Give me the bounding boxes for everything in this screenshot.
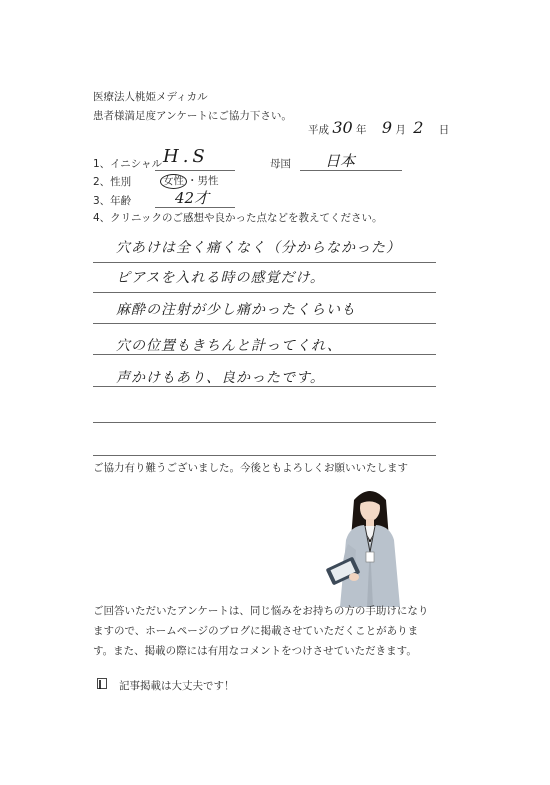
answer-rule-3 [93, 323, 436, 324]
answer-rule-2 [93, 292, 436, 293]
receptionist-illustration [320, 482, 420, 607]
gender-male-option[interactable]: 男性 [197, 175, 219, 187]
country-label: 母国 [270, 158, 291, 170]
answer-line-5[interactable]: 声かけもあり、良かったです。 [116, 370, 325, 386]
gender-label: 2、性別 [93, 176, 132, 188]
answer-line-2[interactable]: ピアスを入れる時の感覚だけ。 [116, 270, 325, 286]
answer-line-1[interactable]: 穴あけは全く痛くなく（分からなかった） [116, 240, 401, 256]
date-year-unit: 年 [356, 124, 367, 136]
answer-rule-5 [93, 386, 436, 387]
gender-separator: ・ [187, 175, 198, 187]
answer-line-3[interactable]: 麻酔の注射が少し痛かったくらいも [116, 302, 356, 318]
gender-female-option[interactable]: 女性 [160, 174, 187, 189]
initials-label: 1、イニシャル [93, 158, 163, 170]
date-era: 平成 [308, 124, 329, 136]
age-underline [155, 207, 235, 208]
answer-rule-6 [93, 422, 436, 423]
answer-rule-7 [93, 455, 436, 456]
date-day-unit: 日 [438, 124, 450, 136]
age-value[interactable]: 42才 [175, 189, 210, 207]
initials-value[interactable]: H.S [163, 146, 209, 167]
clinic-name: 医療法人桃姫メディカル [93, 91, 208, 103]
date-line [308, 118, 449, 137]
date-day: 2 [413, 118, 424, 137]
country-value[interactable]: 日本 [325, 152, 356, 170]
date-year: 30 [332, 118, 353, 137]
publication-notice: ご回答いただいたアンケートは、同じ悩みをお持ちの方の手助けになりますので、ホームページのブログに掲載させていただくことがあります。また、掲載の際には有用なコメントをつけさせていただきます。 [93, 605, 429, 657]
consent-label: 記事掲載は大丈夫です！ [119, 680, 235, 692]
date-month-unit: 月 [395, 124, 406, 136]
answer-line-4[interactable]: 穴の位置もきちんと計ってくれ、 [116, 338, 342, 354]
age-label: 3、年齢 [93, 195, 132, 207]
country-underline [300, 170, 402, 171]
initials-underline [155, 170, 235, 171]
survey-request: 患者様満足度アンケートにご協力下さい。 [93, 110, 292, 122]
answer-rule-1 [93, 262, 436, 263]
answer-rule-4 [93, 354, 436, 355]
thanks-message: ご協力有り難うございました。今後ともよろしくお願いいたします [93, 462, 408, 474]
question-label: 4、クリニックのご感想や良かった点などを教えてください。 [93, 212, 383, 224]
consent-checkbox[interactable] [97, 678, 107, 689]
date-month: 9 [381, 118, 393, 137]
